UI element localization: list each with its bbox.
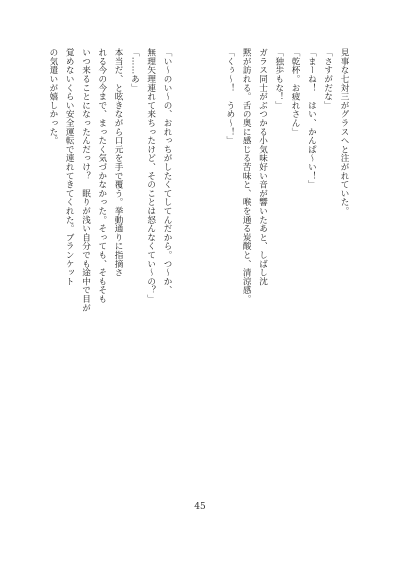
text-line: 「乾杯。お疲れさん」	[290, 48, 301, 136]
page-number: 45	[194, 502, 206, 512]
text-line: 「さすがだな」	[322, 48, 333, 110]
text-line: 「……あ」	[129, 48, 140, 92]
text-line: 黙が訪れる。舌の奥に感じる苦味と、喉を通る炭酸と、清涼感。	[241, 48, 252, 304]
text-line: 見事な七対三がグラスへと注がれていた。	[339, 48, 349, 216]
text-line: 「い〜のい〜の、おれっちがしたくてしてんだから。つ〜か、	[162, 48, 172, 295]
right-text-block	[222, 48, 352, 478]
text-line: れる今の今まで、まったく気づかなかった。そっても、そもそも	[96, 48, 107, 304]
text-line: ガラス同士がぶつかる小気味好い音が響いたあと、しばし沈	[257, 48, 268, 286]
text-line: 「くぅ〜！ うめ〜！」	[224, 48, 235, 145]
text-line: いつ来ることになったんだっけ？ 眠りが浅い自分でも途中で目が	[80, 48, 91, 312]
text-line: 無理矢理連れて来ちったけど、そのことは怒んなくてい〜の？」	[145, 48, 156, 304]
text-line: 本当だ、と呟きながら口元を手で覆う。挙動通りに指摘さ	[113, 48, 124, 277]
text-line: 「まーね！ はい、かんぱ〜い！」	[306, 48, 317, 189]
left-text-block	[45, 48, 175, 478]
text-line: 「独歩もな！」	[273, 48, 284, 110]
text-line: の気遣いが嬉しかった。	[47, 48, 58, 145]
text-line: 覚めないくらい安全運転で連れてきてくれた。ブランケット	[64, 48, 75, 286]
